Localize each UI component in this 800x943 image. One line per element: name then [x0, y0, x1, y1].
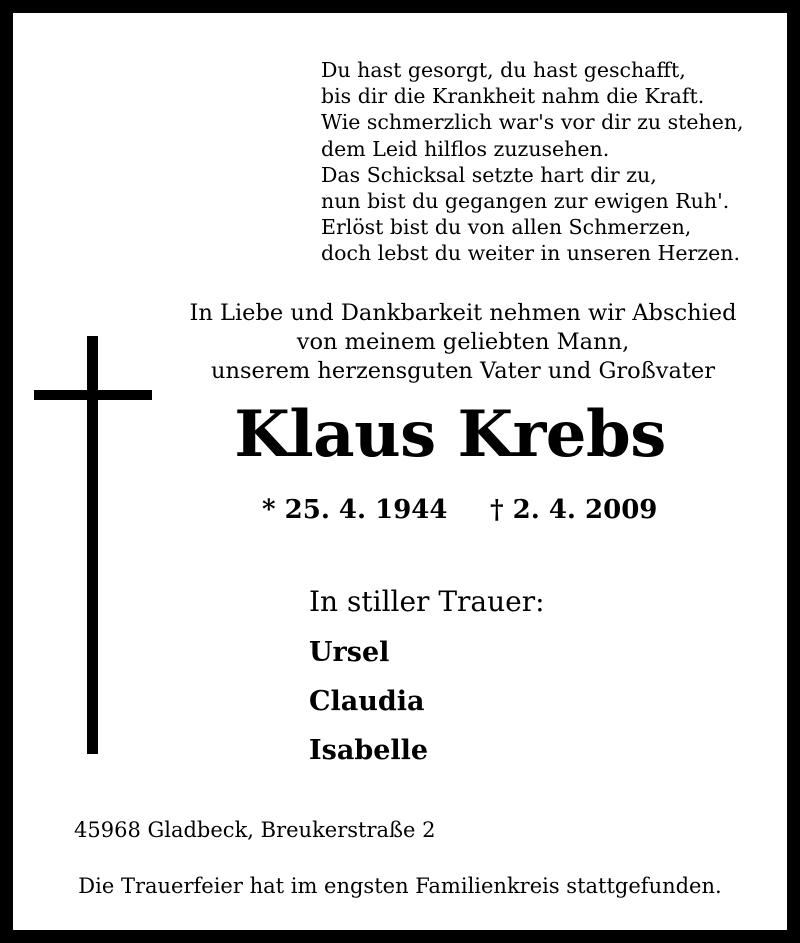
mourner-list	[309, 628, 428, 775]
mourner-name: Claudia	[309, 686, 425, 717]
poem-line: Du hast gesorgt, du hast geschafft,	[321, 58, 686, 82]
poem-line: Wie schmerzlich war's vor dir zu stehen,	[321, 110, 744, 135]
poem-line: Erlöst bist du von allen Schmerzen,	[321, 215, 692, 240]
closing-note: Die Trauerfeier hat im engsten Familienkreis stattgefunden.	[78, 874, 722, 898]
deceased-name: Klaus Krebs	[234, 397, 666, 472]
poem-line: bis dir die Krankheit nahm die Kraft.	[321, 84, 705, 109]
intro-line: unserem herzensguten Vater und Großvater	[210, 358, 715, 384]
address: 45968 Gladbeck, Breukerstraße 2	[74, 818, 436, 842]
mourner-name: Isabelle	[309, 735, 429, 766]
mourning-heading: In stiller Trauer:	[309, 585, 545, 618]
poem-line: doch lebst du weiter in unseren Herzen.	[321, 241, 740, 266]
poem-line: Das Schicksal setzte hart dir zu,	[321, 162, 657, 187]
poem-line: nun bist du gegangen zur ewigen Ruh'.	[321, 189, 730, 214]
birth-date: * 25. 4. 1944	[262, 495, 448, 525]
mourner-name: Ursel	[309, 637, 390, 668]
poem	[321, 57, 744, 267]
intro-line: von meinem geliebten Mann,	[296, 329, 630, 355]
death-date: † 2. 4. 2009	[490, 495, 658, 525]
farewell-intro	[113, 299, 800, 386]
poem-line: dem Leid hilflos zuzusehen.	[321, 136, 610, 161]
intro-line: In Liebe und Dankbarkeit nehmen wir Abschied	[189, 300, 737, 326]
